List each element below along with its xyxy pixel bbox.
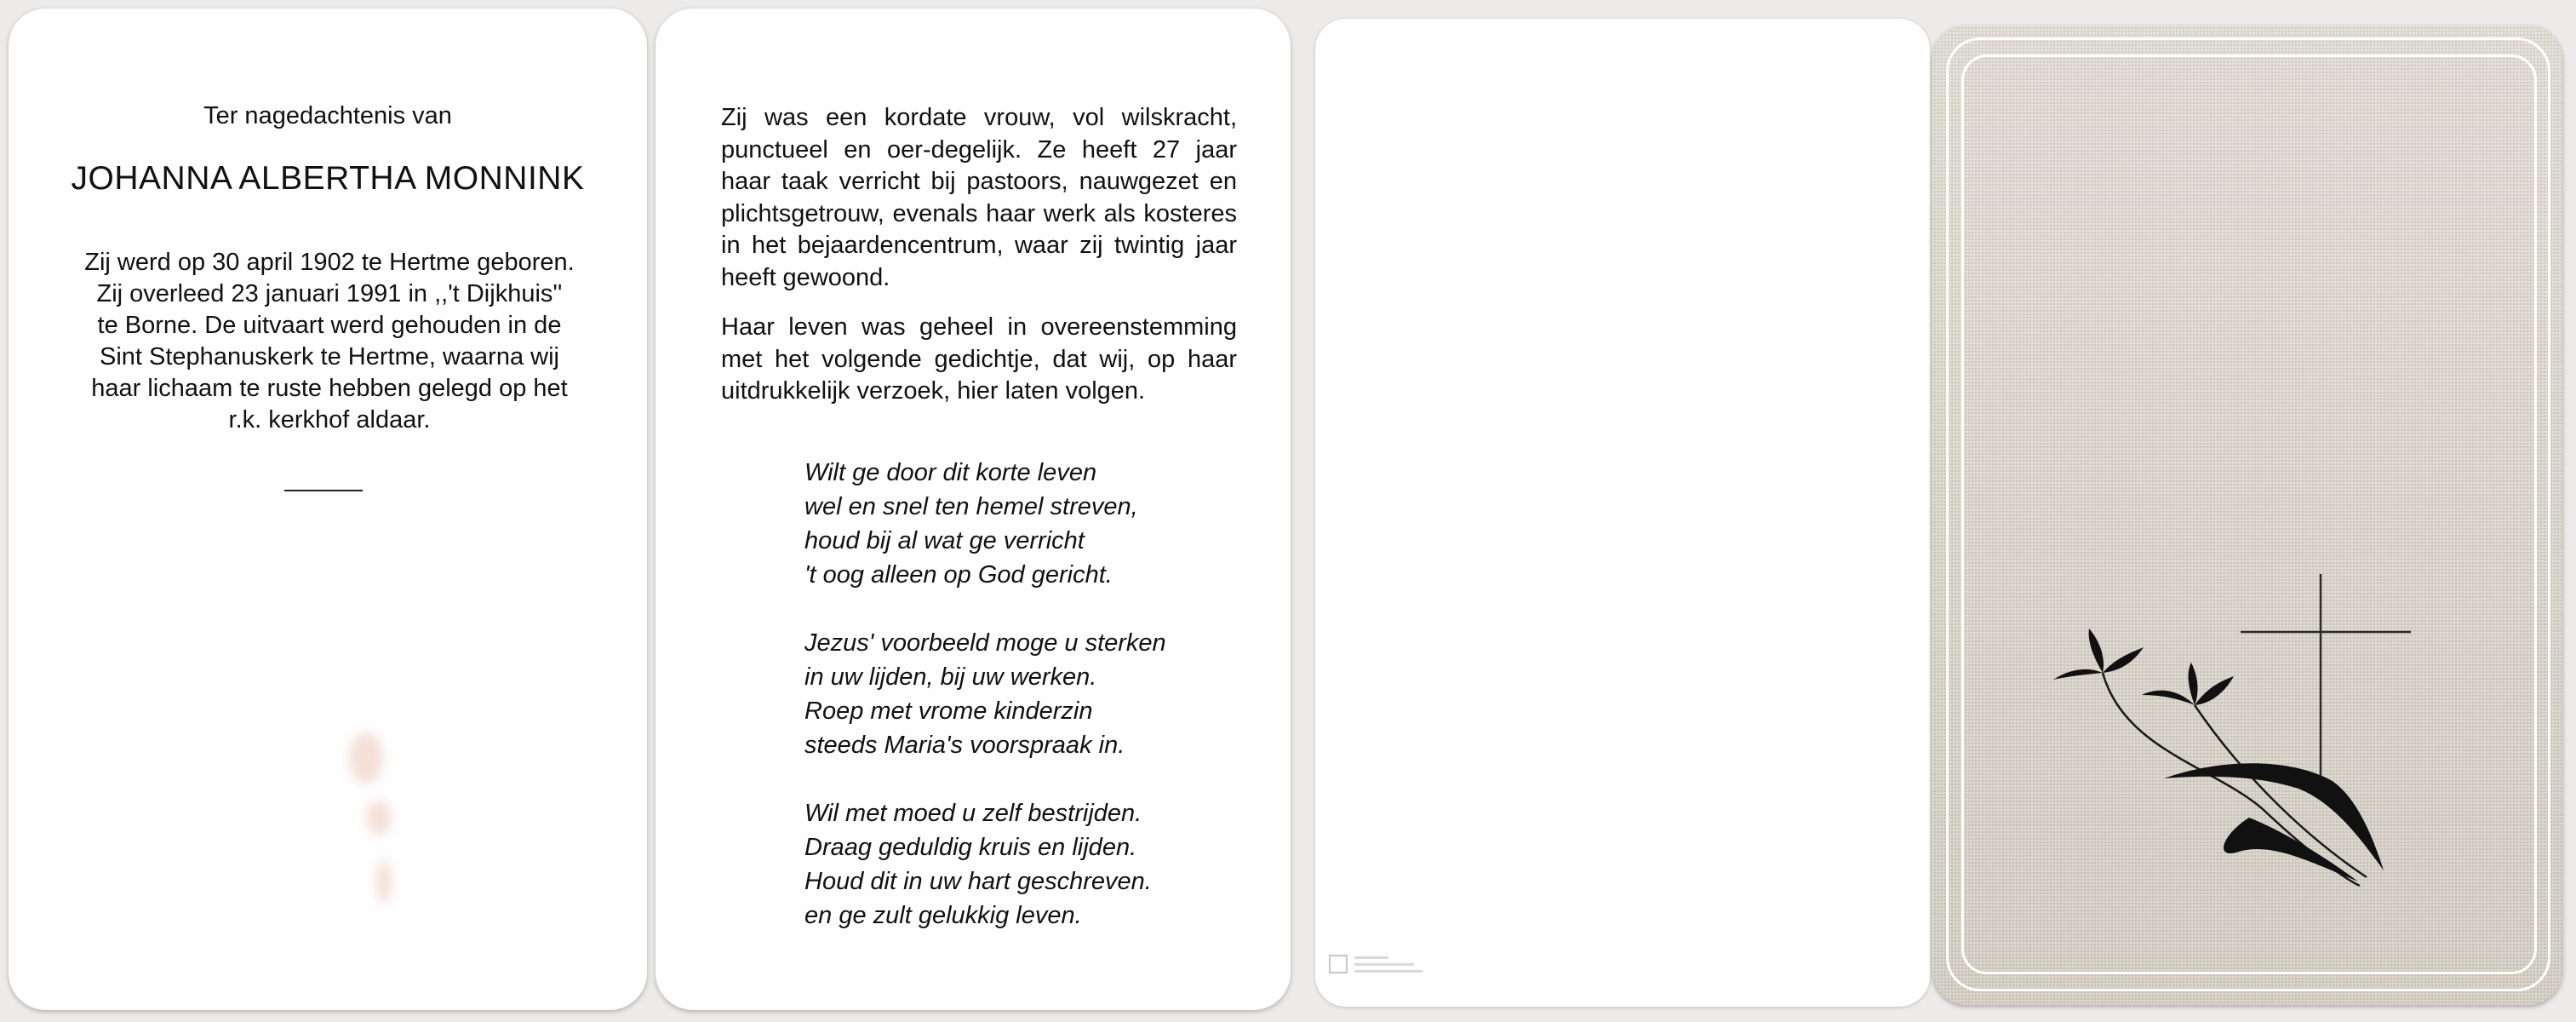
- poem-line: 't oog alleen op God gericht.: [804, 561, 1113, 589]
- poem-line: in uw lijden, bij uw werken.: [804, 663, 1097, 691]
- poem-line: Wil met moed u zelf bestrijden.: [804, 800, 1142, 827]
- poem-stanza: [804, 456, 1166, 592]
- bio-line: haar lichaam te ruste hebben gelegd op het: [91, 375, 568, 402]
- poem-line: Wilt ge door dit korte leven: [804, 459, 1097, 486]
- poem-line: houd bij al wat ge verricht: [804, 527, 1085, 554]
- bio-line: Zij overleed 23 januari 1991 in ,,'t Dijkhuis'': [96, 280, 563, 307]
- poem-line: en ge zult gelukkig leven.: [804, 902, 1082, 929]
- paragraph-poem-intro: Haar leven was geheel in overeenstemming met het volgende gedichtje, dat wij, op haar uitdrukkelijk verzoek, hier laten volgen.: [721, 313, 1237, 405]
- poem: [804, 456, 1166, 967]
- deceased-name: JOHANNA ALBERTHA MONNINK: [71, 160, 585, 197]
- paragraph-character: Zij was een kordate vrouw, vol wilskracht, punctueel en oer-degelijk. Ze heeft 27 jaar haar taak verricht bij pastoors, nauwgezet en plichtsgetrouw, evenals haar werk als kosteres in het bejaardencentrum, waar zij twintig jaar heeft gewoond.: [721, 104, 1237, 291]
- card-front-panel: [9, 9, 647, 1010]
- poem-line: wel en snel ten hemel streven,: [804, 493, 1138, 520]
- poem-line: Draag geduldig kruis en lijden.: [804, 834, 1137, 861]
- poem-line: Houd dit in uw hart geschreven.: [804, 868, 1152, 895]
- card-cover: [1932, 26, 2562, 1005]
- poem-stanza: [804, 626, 1166, 762]
- card-text-panel: [655, 9, 1291, 1010]
- bio-line: te Borne. De uitvaart werd gehouden in de: [97, 312, 562, 339]
- biography: [70, 247, 589, 436]
- publisher-mark: [1329, 945, 1431, 983]
- divider-rule: [284, 490, 363, 491]
- paper-stain: [366, 801, 392, 835]
- publisher-logo-icon: [1329, 955, 1348, 973]
- bio-line: Sint Stephanuskerk te Hertme, waarna wij: [100, 343, 559, 370]
- tribute-intro: Ter nagedachtenis van: [203, 102, 452, 129]
- poem-line: Roep met vrome kinderzin: [804, 698, 1093, 725]
- paper-stain: [349, 732, 383, 784]
- poem-line: steeds Maria's voorspraak in.: [804, 732, 1125, 759]
- paper-stain: [376, 860, 392, 903]
- bio-line: r.k. kerkhof aldaar.: [228, 406, 431, 433]
- poem-stanza: [804, 796, 1166, 933]
- poem-line: Jezus' voorbeeld moge u sterken: [804, 629, 1166, 657]
- card-blank-back: [1315, 19, 1930, 1007]
- cross-with-flowers-icon: [1932, 26, 2562, 1005]
- bio-line: Zij werd op 30 april 1902 te Hertme geboren.: [84, 249, 575, 276]
- publisher-imprint: [1354, 956, 1423, 973]
